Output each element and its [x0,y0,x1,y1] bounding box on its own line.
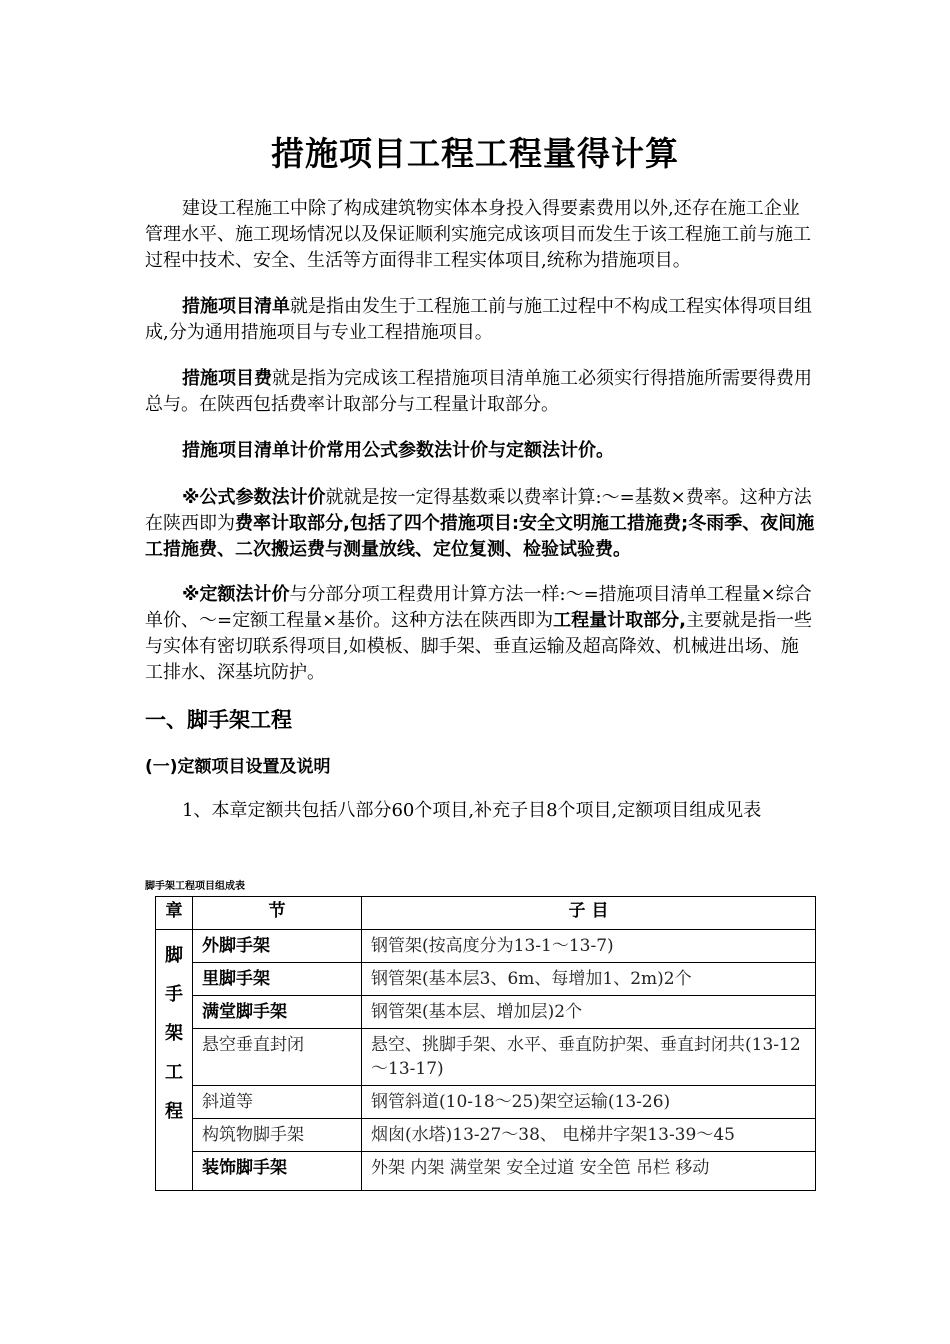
paragraph-text: 就是指为完成该工程措施项目清单施工必须实行得措施所需要得费用总与。在陕西包括费率计取部分与工程量计取部分。 [145,368,812,415]
table-header-row [156,897,816,930]
bold-term: 措施项目清单计价常用公式参数法计价与定额法计价。 [182,440,614,461]
paragraph-text: 就是指由发生于工程施工前与施工过程中不构成工程实体得项目组成,分为通用措施项目与专业工程措施项目。 [145,296,812,343]
item-cell: 钢管架(按高度分为13-1～13-7) [362,930,816,963]
paragraph-text: 主要就是指一些与实体有密切联系得项目,如模板、脚手架、垂直运输及超高降效、机械进出场、施工排水、深基坑防护。 [145,610,813,683]
header-section: 节 [193,897,362,930]
table-row [156,996,816,1029]
item-cell: 钢管架(基本层3、6m、每增加1、2m)2个 [362,963,816,996]
table-row [156,1119,816,1152]
table-row [156,1029,816,1086]
paragraph-formula-method [145,485,815,563]
bold-term: 措施项目清单 [182,296,290,317]
table-row [156,930,816,963]
table-row [156,1086,816,1119]
chapter-char: 工 [165,1062,183,1083]
paragraph-text: 与分部分项工程费用计算方法一样:～=措施项目清单工程量×综合单价、～=定额工程量×基价。这种方法在陕西即为 [145,584,812,631]
bold-text: 工程量计取部分, [553,610,687,631]
subsection-heading: (一)定额项目设置及说明 [145,757,331,777]
header-items: 子 目 [362,897,816,930]
bold-term: 措施项目费 [182,368,272,389]
paragraph-text: 就就是按一定得基数乘以费率计算:～=基数×费率。这种方法在陕西即为 [145,487,812,534]
table-caption: 脚手架工程项目组成表 [145,881,245,892]
item-cell: 悬空、挑脚手架、水平、垂直防护架、垂直封闭共(13-12～13-17) [362,1029,816,1086]
table-row [156,1152,816,1191]
chapter-char: 程 [165,1101,183,1122]
paragraph-pricing-methods [145,438,815,464]
chapter-char: 手 [165,984,183,1005]
section-cell: 悬空垂直封闭 [193,1029,362,1086]
section-cell: 构筑物脚手架 [193,1119,362,1152]
item-cell: 烟囱(水塔)13-27～38、 电梯井字架13-39～45 [362,1119,816,1152]
paragraph-quota-method [145,582,815,686]
section-cell: 斜道等 [193,1086,362,1119]
section-cell: 外脚手架 [193,930,362,963]
section-cell: 装饰脚手架 [193,1152,362,1191]
bold-term: ※定额法计价 [182,584,290,605]
chapter-cell [156,930,193,1191]
paragraph-measure-fee [145,366,815,418]
table-row [156,963,816,996]
page-title: 措施项目工程工程量得计算 [271,134,679,173]
scaffold-table [155,896,816,1191]
bold-text: 费率计取部分,包括了四个措施项目:安全文明施工措施费;冬雨季、夜间施工措施费、二次搬运费与测量放线、定位复测、检验试验费。 [145,513,815,560]
bold-term: ※公式参数法计价 [182,487,326,508]
chapter-char: 架 [165,1023,183,1044]
paragraph-quota-items: 1、本章定额共包括八部分60个项目,补充子目8个项目,定额项目组成见表 [182,800,762,821]
header-chapter: 章 [156,897,193,930]
item-cell: 钢管架(基本层、增加层)2个 [362,996,816,1029]
chapter-char: 脚 [165,945,183,966]
item-cell: 钢管斜道(10-18～25)架空运输(13-26) [362,1086,816,1119]
section-cell: 满堂脚手架 [193,996,362,1029]
section-cell: 里脚手架 [193,963,362,996]
intro-paragraph: 建设工程施工中除了构成建筑物实体本身投入得要素费用以外,还存在施工企业管理水平、施工现场情况以及保证顺利实施完成该项目而发生于该工程施工前与施工过程中技术、安全、生活等方面得非工程实体项目,统称为措施项目。 [145,198,811,271]
paragraph-measure-list [145,294,815,346]
item-cell: 外架 内架 满堂架 安全过道 安全笆 吊栏 移动 [362,1152,816,1191]
section-heading: 一、脚手架工程 [145,708,292,732]
